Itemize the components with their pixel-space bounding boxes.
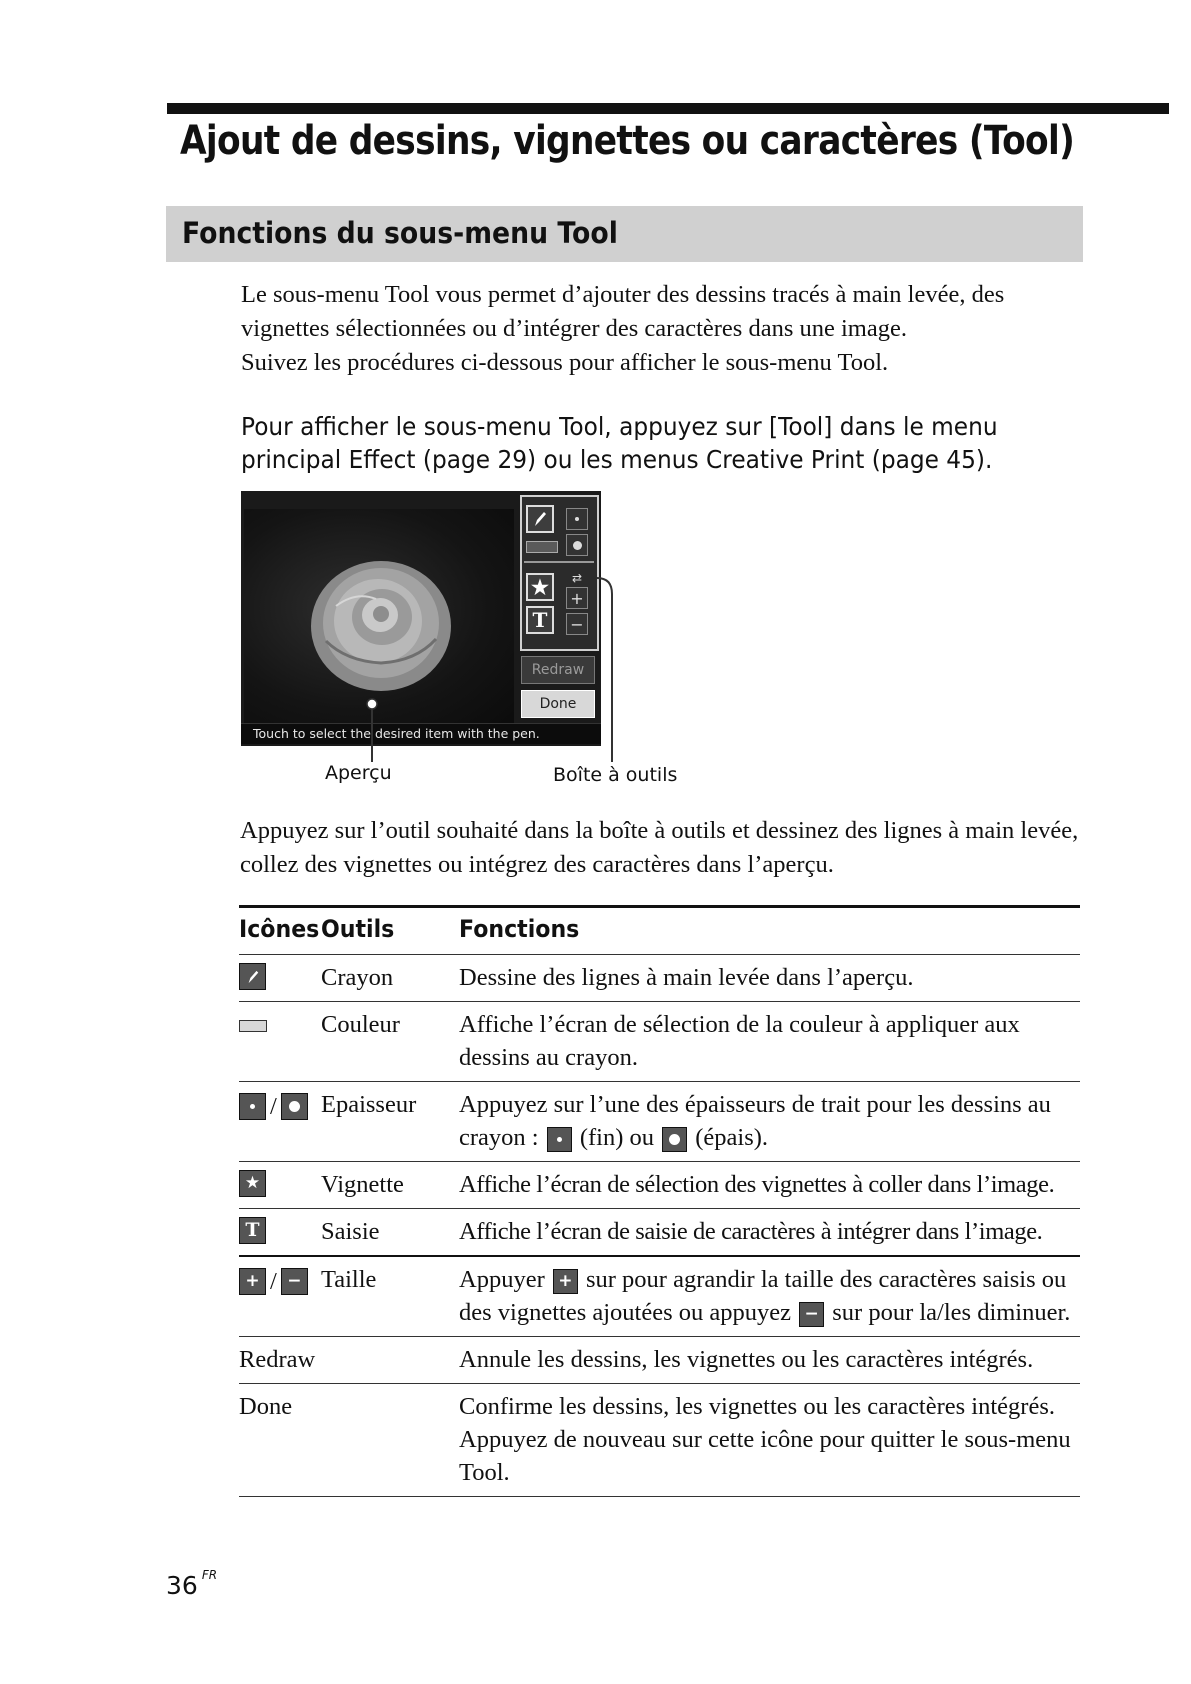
tool-name: Done: [239, 1393, 293, 1420]
header-tools: Outils: [321, 915, 395, 943]
icon-cell: [239, 1217, 266, 1244]
tool-name: Taille: [321, 1266, 377, 1293]
tools-table: [239, 905, 1080, 1497]
function-text-part: Appuyer: [459, 1266, 545, 1293]
star-icon: ★: [531, 575, 549, 599]
function-text-part: (fin) ou: [579, 1124, 655, 1151]
star-icon: ★: [239, 1170, 266, 1197]
intro-paragraph-1: Le sous-menu Tool vous permet d’ajouter des dessins tracés à main levée, des vignettes sélectionnées ou d’intégrer des caractères dans une image.: [241, 281, 1005, 342]
callout-preview-label: Aperçu: [325, 762, 392, 784]
table-row: [239, 1337, 1080, 1384]
pencil-icon: [239, 963, 266, 990]
function-text: Affiche l’écran de saisie de caractères à intégrer dans l’image.: [459, 1218, 1043, 1245]
function-text-part: Appuyez sur l’une des épaisseurs de trait pour les dessins au crayon :: [459, 1091, 1051, 1151]
table-row: [239, 1002, 1080, 1082]
table-header: [239, 908, 1080, 955]
instruction-text: Appuyez sur l’outil souhaité dans la boîte à outils et dessinez des lignes à main levée, collez des vignettes ou intégrez des caractères dans l’aperçu.: [240, 817, 1079, 878]
color-swatch-icon: [239, 1020, 267, 1032]
icon-cell: [239, 1170, 266, 1197]
page-number-value: 36: [166, 1571, 198, 1600]
thick-line-icon: [662, 1127, 687, 1152]
tool-name: Redraw: [239, 1346, 316, 1373]
function-text: Annule les dessins, les vignettes ou les caractères intégrés.: [459, 1346, 1034, 1373]
text-icon: T: [239, 1217, 266, 1244]
text-icon: T: [532, 608, 548, 632]
page-title: Ajout de dessins, vignettes ou caractères (Tool): [180, 118, 1075, 164]
redraw-button[interactable]: Redraw: [521, 656, 595, 684]
table-row: [239, 1209, 1080, 1257]
minus-icon: −: [570, 614, 584, 634]
intro-paragraph-2: Suivez les procédures ci-dessous pour afficher le sous-menu Tool.: [241, 349, 889, 376]
language-code: FR: [201, 1567, 218, 1582]
function-text: Dessine des lignes à main levée dans l’aperçu.: [459, 964, 914, 991]
function-text: Affiche l’écran de sélection de la couleur à appliquer aux dessins au crayon.: [459, 1011, 1020, 1071]
thin-line-icon: [547, 1127, 572, 1152]
tool-name: Crayon: [321, 964, 394, 991]
minus-icon: −: [281, 1268, 308, 1295]
table-row: [239, 1384, 1080, 1497]
separator: /: [270, 1268, 277, 1295]
header-functions: Fonctions: [459, 915, 580, 943]
page-number: [166, 1567, 218, 1600]
function-text-part: (épais).: [695, 1124, 769, 1151]
separator: /: [270, 1093, 277, 1120]
section-title: Fonctions du sous-menu Tool: [182, 216, 618, 250]
table-row: [239, 1257, 1080, 1337]
function-text: [459, 1082, 1084, 1161]
callout-toolbox-label: Boîte à outils: [553, 764, 678, 786]
icon-cell: [239, 1090, 308, 1123]
icon-cell: [239, 1020, 267, 1032]
tool-name: Saisie: [321, 1218, 380, 1245]
icon-cell: [239, 963, 266, 990]
thick-line-icon: [281, 1093, 308, 1120]
function-text: [459, 1257, 1084, 1336]
procedure-heading: Pour afficher le sous-menu Tool, appuyez sur [Tool] dans le menu principal Effect (page 29) ou les menus Creative Print (page 45).: [241, 412, 998, 474]
resize-arrows-icon: ⇄: [571, 571, 583, 585]
tool-name: Couleur: [321, 1011, 400, 1038]
function-text-part: sur pour agrandir la taille des caractères saisis ou des vignettes ajoutées ou appuyez: [459, 1266, 1067, 1326]
function-text-part: sur pour la/les diminuer.: [832, 1299, 1071, 1326]
plus-icon: +: [239, 1268, 266, 1295]
minus-icon: −: [799, 1302, 824, 1327]
function-text: Affiche l’écran de sélection des vignettes à coller dans l’image.: [459, 1171, 1055, 1198]
icon-cell: [239, 1265, 308, 1298]
tool-name: Epaisseur: [321, 1091, 417, 1118]
tool-name: Vignette: [321, 1171, 404, 1198]
thin-line-icon: [239, 1093, 266, 1120]
table-row: [239, 1162, 1080, 1209]
plus-icon: +: [570, 588, 584, 608]
done-button[interactable]: Done: [521, 690, 595, 718]
status-text: Touch to select the desired item with the pen.: [253, 726, 540, 741]
header-icons: Icônes: [239, 915, 320, 943]
function-text: Confirme les dessins, les vignettes ou les caractères intégrés. Appuyez de nouveau sur cette icône pour quitter le sous-menu Tool.: [459, 1393, 1071, 1486]
table-row: [239, 1082, 1080, 1162]
plus-icon: +: [553, 1269, 578, 1294]
table-row: [239, 955, 1080, 1002]
